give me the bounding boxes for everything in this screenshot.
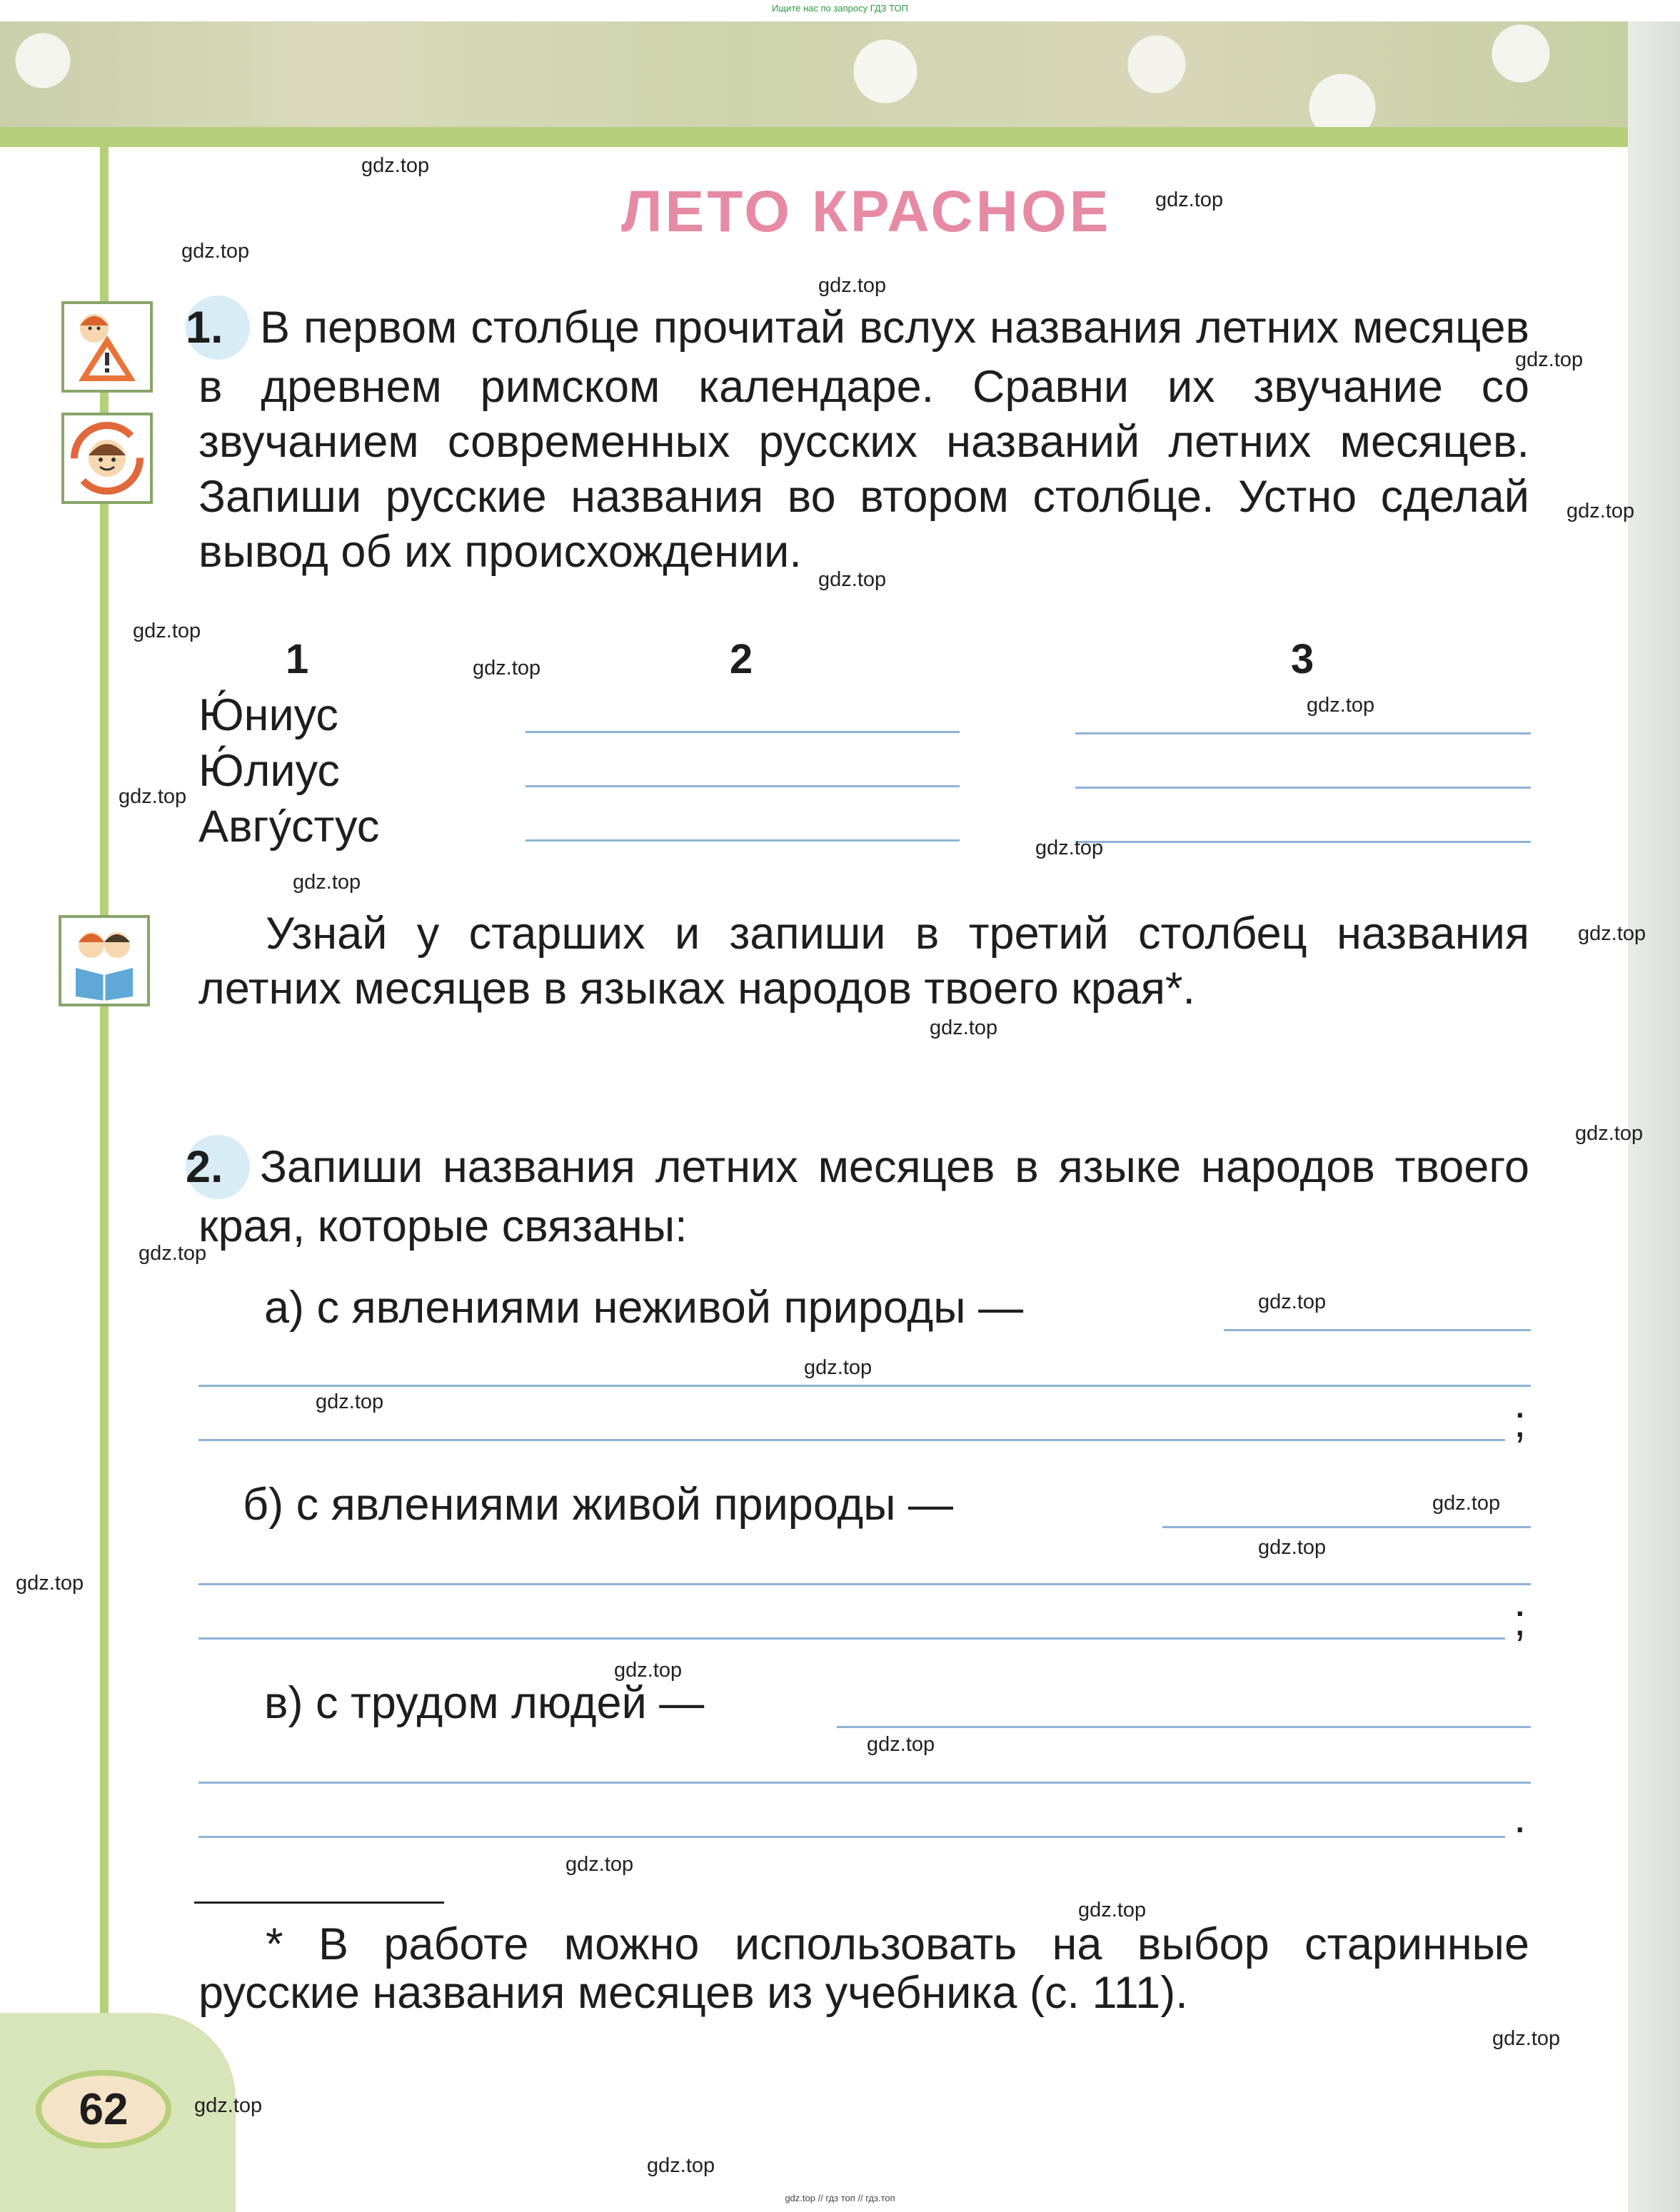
answer-line-c-1[interactable] [837, 1726, 1531, 1728]
watermark: gdz.top [1035, 837, 1104, 859]
watermark: gdz.top [1078, 1899, 1147, 1921]
watermark: gdz.top [614, 1659, 683, 1682]
task1-text [186, 296, 1529, 580]
task2-item-b-end: ; [1514, 1595, 1526, 1645]
answer-line-col2-row3[interactable] [525, 839, 960, 842]
latin-month-june: Ю́ниус [198, 690, 338, 740]
watermark: gdz.top [1307, 694, 1375, 717]
answer-line-c-3[interactable] [198, 1836, 1505, 1838]
answer-line-b-1[interactable] [1162, 1526, 1531, 1528]
girl-warning-icon [61, 301, 153, 393]
watermark: gdz.top [181, 240, 250, 263]
column-header-3: 3 [1291, 636, 1314, 682]
task2-text [186, 1135, 1529, 1254]
boy-cycle-icon [61, 413, 153, 504]
task1-number: 1. [186, 296, 250, 360]
watermark: gdz.top [647, 2154, 715, 2177]
page-number [36, 2070, 171, 2148]
watermark: gdz.top [818, 274, 887, 297]
watermark: gdz.top [1258, 1291, 1327, 1313]
bottom-note: gdz.top // гдз топ // гдз.топ [785, 2193, 895, 2203]
watermark: gdz.top [133, 620, 201, 642]
answer-line-a-1[interactable] [1224, 1329, 1531, 1331]
task2-item-c-end: . [1514, 1792, 1526, 1842]
watermark: gdz.top [1575, 1122, 1644, 1145]
latin-month-july: Ю́лиус [198, 746, 340, 796]
answer-line-b-2[interactable] [198, 1583, 1531, 1585]
task2-item-c-label: в) с трудом людей — [264, 1678, 705, 1728]
watermark: gdz.top [1566, 500, 1635, 522]
answer-line-col2-row2[interactable] [525, 785, 960, 787]
watermark: gdz.top [293, 871, 361, 894]
latin-month-august: Авгу́стус [198, 802, 380, 852]
watermark: gdz.top [565, 1853, 634, 1876]
task2-number: 2. [186, 1135, 250, 1199]
answer-line-col3-row2[interactable] [1075, 787, 1531, 789]
watermark: gdz.top [818, 568, 887, 591]
task2-item-a-end: ; [1514, 1397, 1526, 1447]
top-note: Ищите нас по запросу ГДЗ ТОП [772, 3, 908, 14]
watermark: gdz.top [1258, 1536, 1327, 1559]
answer-line-a-3[interactable] [198, 1439, 1505, 1441]
task1-instructions: В первом столбце прочитай вслух названия летних месяцев в древнем римском календаре. Сравни их звучание со звучанием современных русских названий летних месяцев. Запиши русские названия во втором столбце. Устно сделай вывод об их происхождении. [198, 303, 1529, 577]
watermark: gdz.top [361, 154, 430, 177]
answer-line-a-2[interactable] [198, 1385, 1531, 1387]
footnote-rule [194, 1902, 444, 1904]
decorative-header-illustration [0, 21, 1642, 128]
watermark: gdz.top [1155, 188, 1224, 211]
watermark: gdz.top [473, 657, 541, 680]
header-green-bar [0, 127, 1635, 147]
task2-item-b-label: б) с явлениями живой природы — [243, 1480, 954, 1530]
watermark: gdz.top [194, 2094, 263, 2117]
page-edge [1628, 21, 1680, 2212]
answer-line-col3-row3[interactable] [1075, 841, 1531, 843]
task2-item-a-label: а) с явлениями неживой природы — [264, 1283, 1024, 1333]
watermark: gdz.top [16, 1572, 84, 1595]
watermark: gdz.top [139, 1242, 207, 1265]
watermark: gdz.top [930, 1016, 998, 1039]
watermark: gdz.top [1578, 922, 1646, 945]
footnote: * В работе можно использовать на выбор старинные русские названия месяцев из учебника (с. 111). [198, 1919, 1529, 2018]
page-title: ЛЕТО КРАСНОЕ [621, 179, 1112, 244]
watermark: gdz.top [1492, 2027, 1561, 2050]
answer-line-b-3[interactable] [198, 1637, 1505, 1640]
column-header-1: 1 [286, 636, 309, 682]
page-number-text: 62 [79, 2084, 129, 2134]
watermark: gdz.top [1515, 348, 1584, 371]
watermark: gdz.top [316, 1390, 384, 1413]
answer-line-c-2[interactable] [198, 1782, 1531, 1784]
watermark: gdz.top [867, 1733, 935, 1756]
column-header-2: 2 [730, 636, 753, 682]
watermark: gdz.top [119, 785, 187, 808]
answer-line-col3-row1[interactable] [1075, 732, 1531, 734]
task2-instructions: Запиши названия летних месяцев в языке народов твоего края, которые связаны: [198, 1142, 1529, 1251]
children-reading-icon [59, 915, 150, 1006]
task1-extra-text: Узнай у старших и запиши в третий столбец названия летних месяцев в языках народов твоего края*. [198, 909, 1529, 1014]
answer-line-col2-row1[interactable] [525, 731, 960, 733]
watermark: gdz.top [1432, 1492, 1501, 1515]
watermark: gdz.top [804, 1356, 872, 1379]
